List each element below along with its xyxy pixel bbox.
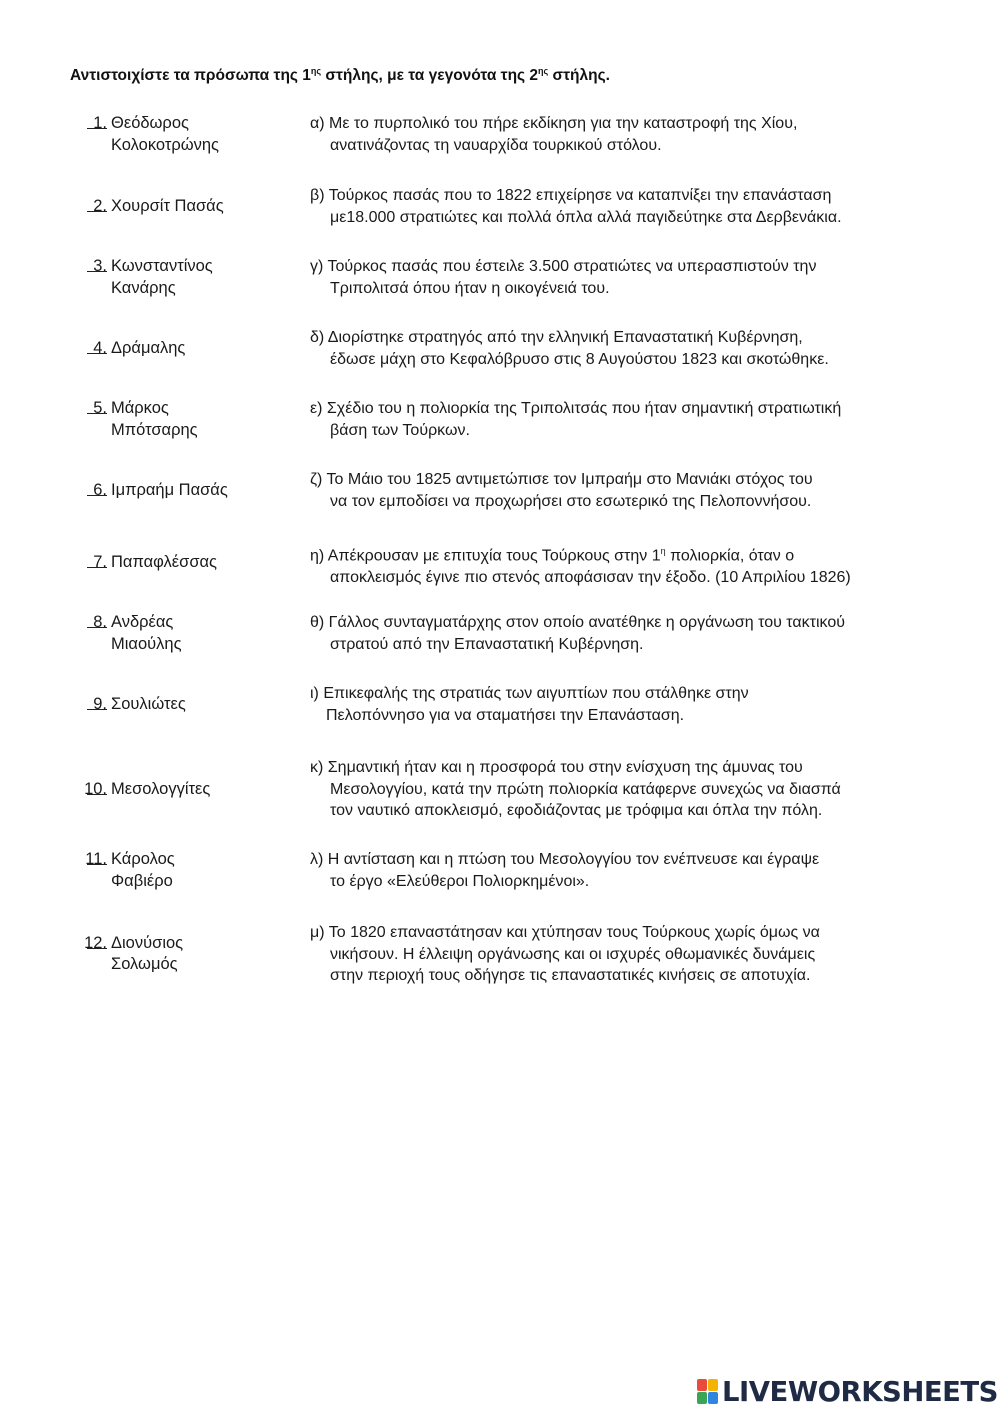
event-description-text: Μεσολογγίου, κατά την πρώτη πολιορκία κατάφερνε συνεχώς να διασπά bbox=[330, 780, 841, 798]
event-description-text: το έργο «Ελεύθεροι Πολιορκημένοι». bbox=[330, 872, 590, 890]
event-description-line bbox=[310, 469, 950, 491]
answer-blank[interactable] bbox=[87, 613, 107, 628]
item-number-label: 1. bbox=[93, 114, 107, 132]
person-name-line: Κανάρης bbox=[111, 278, 176, 297]
item-number-label: 12. bbox=[84, 933, 107, 952]
event-description-line bbox=[310, 398, 950, 420]
person-name-line: Μεσολογγίτες bbox=[111, 779, 211, 798]
person-name bbox=[111, 480, 228, 502]
item-number-label: 9. bbox=[93, 694, 107, 713]
event-description-text: Τριπολιτσά όπου ήταν η οικογένειά του. bbox=[330, 279, 610, 297]
person-name bbox=[111, 849, 175, 892]
event-description-text: ζ) Το Μάιο του 1825 αντιμετώπισε τον Ιμπραήμ στο Μανιάκι στόχος του bbox=[310, 471, 813, 488]
person-name-line: Φαβιέρο bbox=[111, 871, 173, 890]
event-description bbox=[310, 469, 950, 512]
event-description-line bbox=[310, 185, 950, 207]
liveworksheets-logo bbox=[697, 1377, 998, 1407]
event-description-text: κ) Σημαντική ήταν και η προσφορά του στην ενίσχυση της άμυνας του bbox=[310, 759, 803, 776]
event-description-line bbox=[310, 800, 950, 822]
person-name-line: Μάρκος bbox=[111, 399, 169, 417]
item-number-label: 2. bbox=[93, 196, 107, 215]
event-description-text: ι) Επικεφαλής της στρατιάς των αιγυπτίων που στάλθηκε στην bbox=[310, 685, 749, 702]
page-title: Αντιστοιχίστε τα πρόσωπα της $1^{\eta\varsigma}$ στήλης, με τα γεγονότα της $2^{\eta\varsigma}$ στήλης. bbox=[70, 66, 610, 85]
event-description-line bbox=[310, 944, 950, 966]
event-description-line bbox=[310, 757, 950, 779]
superscript: η bbox=[660, 546, 666, 556]
person-name-line: Κάρολος bbox=[111, 850, 175, 868]
person-name bbox=[111, 398, 198, 441]
person-name-line: Θεόδωρος bbox=[111, 114, 189, 132]
answer-blank[interactable] bbox=[87, 553, 107, 568]
person-name-line: Παπαφλέσσας bbox=[111, 552, 217, 571]
event-description-text: α) Με το πυρπολικό του πήρε εκδίκηση για την καταστροφή της Χίου, bbox=[310, 115, 798, 132]
person-name-line: Μπότσαρης bbox=[111, 420, 198, 439]
person-name bbox=[111, 694, 186, 716]
person-name bbox=[111, 196, 224, 218]
item-number-label: 11. bbox=[85, 850, 107, 868]
person-name-line: Σουλιώτες bbox=[111, 694, 186, 713]
event-description-line bbox=[310, 256, 950, 278]
person-name bbox=[111, 338, 185, 360]
person-name-line: Χουρσίτ Πασάς bbox=[111, 196, 224, 215]
event-description-text: θ) Γάλλος συνταγματάρχης στον οποίο ανατέθηκε η οργάνωση του τακτικού bbox=[310, 614, 845, 631]
event-description-text: λ) Η αντίσταση και η πτώση του Μεσολογγίου τον ενέπνευσε και έγραψε bbox=[310, 851, 820, 868]
event-description-text: Πελοπόννησο για να σταματήσει την Επανάσταση. bbox=[326, 706, 685, 724]
event-description-text: να τον εμποδίσει να προχωρήσει στο εσωτερικό της Πελοποννήσου. bbox=[330, 492, 812, 510]
item-number-label: 4. bbox=[93, 338, 107, 357]
event-description bbox=[310, 113, 950, 156]
event-description-text: τον ναυτικό αποκλεισμό, εφοδιάζοντας με τρόφιμα και όπλα την πόλη. bbox=[330, 802, 823, 819]
event-description bbox=[310, 922, 950, 987]
event-description-text: γ) Τούρκος πασάς που έστειλε 3.500 στρατιώτες να υπερασπιστούν την bbox=[310, 258, 817, 275]
event-description-line bbox=[310, 922, 950, 944]
event-description-line bbox=[310, 349, 950, 371]
person-name-line: Δράμαλης bbox=[111, 338, 186, 357]
event-description-line bbox=[310, 965, 950, 987]
item-number-label: 8. bbox=[93, 613, 107, 631]
event-description-line bbox=[310, 278, 950, 300]
person-name bbox=[111, 933, 183, 976]
event-description-line bbox=[310, 491, 950, 513]
event-description-text: στην περιοχή τους οδήγησε τις επαναστατικές κινήσεις σε αποτυχία. bbox=[330, 967, 811, 984]
answer-blank[interactable] bbox=[87, 780, 107, 795]
event-description-text: έδωσε μάχη στο Κεφαλόβρυσο στις 8 Αυγούστου 1823 και σκοτώθηκε. bbox=[330, 350, 829, 368]
event-description bbox=[310, 327, 950, 370]
person-name-line: Κωνσταντίνος bbox=[111, 257, 213, 275]
event-description-text: πολιορκία, όταν ο bbox=[665, 547, 795, 565]
event-description-line bbox=[310, 113, 950, 135]
event-description bbox=[310, 541, 950, 588]
event-description bbox=[310, 398, 950, 441]
event-description-line bbox=[310, 612, 950, 634]
event-description-line bbox=[310, 634, 950, 656]
answer-blank[interactable] bbox=[87, 257, 107, 272]
event-description-line bbox=[310, 135, 950, 157]
person-name bbox=[111, 113, 219, 156]
logo-text: LIVEWORKSHEETS bbox=[722, 1376, 998, 1408]
event-description-line bbox=[310, 420, 950, 442]
event-description-text: βάση των Τούρκων. bbox=[330, 421, 470, 439]
event-description-line bbox=[310, 541, 950, 567]
event-description-text: η) Απέκρουσαν με επιτυχία τους Τούρκους στην 1 bbox=[310, 547, 661, 565]
event-description-line bbox=[310, 207, 950, 229]
person-name-line: Σολωμός bbox=[111, 955, 178, 974]
event-description-line bbox=[310, 849, 950, 871]
event-description bbox=[310, 849, 950, 892]
event-description-text: νικήσουν. Η έλλειψη οργάνωσης και οι ισχυρές οθωμανικές δυνάμεις bbox=[330, 945, 816, 963]
person-name bbox=[111, 612, 182, 655]
person-name-line: Διονύσιος bbox=[111, 933, 184, 952]
event-description bbox=[310, 256, 950, 299]
event-description-text: μ) Το 1820 επαναστάτησαν και χτύπησαν τους Τούρκους χωρίς όμως να bbox=[310, 924, 820, 941]
event-description-line bbox=[310, 705, 950, 727]
event-description-line bbox=[310, 683, 950, 705]
person-name bbox=[111, 779, 210, 801]
event-description bbox=[310, 683, 950, 726]
answer-blank[interactable] bbox=[87, 481, 107, 496]
event-description bbox=[310, 612, 950, 655]
person-name-line: Ανδρέας bbox=[111, 613, 174, 631]
event-description-line bbox=[310, 871, 950, 893]
person-name-line: Μιαούλης bbox=[111, 634, 182, 653]
event-description-line bbox=[310, 567, 950, 589]
person-name-line: Ιμπραήμ Πασάς bbox=[111, 480, 228, 499]
person-name bbox=[111, 256, 213, 299]
event-description-line bbox=[310, 779, 950, 801]
event-description-text: αποκλεισμός έγινε πιο στενός αποφάσισαν την έξοδο. (10 Απριλίου 1826) bbox=[330, 568, 851, 586]
event-description-text: ε) Σχέδιο του η πολιορκία της Τριπολιτσάς που ήταν σημαντική στρατιωτική bbox=[310, 400, 842, 417]
item-number-label: 10. bbox=[84, 779, 107, 798]
person-name-line: Κολοκοτρώνης bbox=[111, 135, 219, 154]
event-description-text: στρατού από την Επαναστατική Κυβέρνηση. bbox=[330, 635, 644, 653]
person-name bbox=[111, 552, 217, 574]
event-description-text: β) Τούρκος πασάς που το 1822 επιχείρησε να καταπνίξει την επανάσταση bbox=[310, 187, 832, 204]
event-description-text: ανατινάζοντας τη ναυαρχίδα τουρκικού στόλου. bbox=[330, 136, 662, 154]
item-number-label: 7. bbox=[93, 552, 107, 571]
logo-mark-icon bbox=[697, 1379, 719, 1405]
answer-blank[interactable] bbox=[87, 695, 107, 710]
answer-blank[interactable] bbox=[87, 339, 107, 354]
event-description-text: δ) Διορίστηκε στρατηγός από την ελληνική Επαναστατική Κυβέρνηση, bbox=[310, 329, 803, 346]
answer-blank[interactable] bbox=[87, 197, 107, 212]
answer-blank[interactable] bbox=[87, 850, 107, 865]
item-number-label: 5. bbox=[93, 399, 107, 417]
event-description bbox=[310, 185, 950, 228]
item-number-label: 6. bbox=[93, 480, 107, 499]
item-number-label: 3. bbox=[93, 257, 107, 275]
answer-blank[interactable] bbox=[87, 114, 107, 129]
answer-blank[interactable] bbox=[87, 399, 107, 414]
event-description bbox=[310, 757, 950, 822]
event-description-line bbox=[310, 327, 950, 349]
event-description-text: με18.000 στρατιώτες και πολλά όπλα αλλά παγιδεύτηκε στα Δερβενάκια. bbox=[330, 208, 842, 226]
answer-blank[interactable] bbox=[87, 934, 107, 949]
